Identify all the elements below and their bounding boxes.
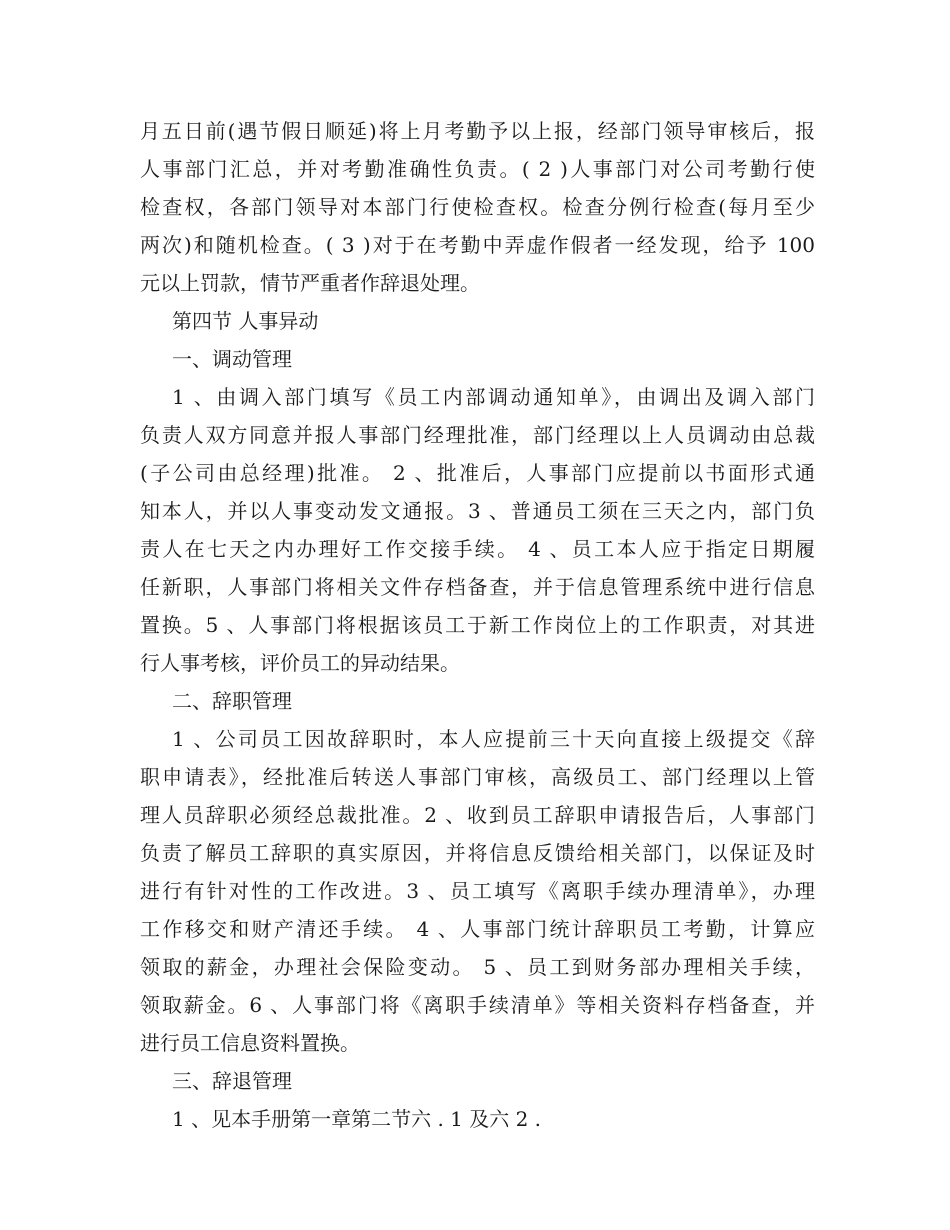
text-line: 领取的薪金，办理社会保险变动。 5 、员工到财务部办理相关手续，: [140, 955, 815, 979]
text-line: 两次)和随机检查。( 3 )对于在考勤中弄虚作假者一经发现，给予 100: [140, 233, 815, 257]
text-line: 元以上罚款，情节严重者作辞退处理。: [140, 271, 480, 295]
text-line: 领取薪金。6 、人事部门将《离职手续清单》等相关资料存档备查，并: [140, 993, 815, 1017]
section-heading: 第四节 人事异动: [172, 309, 319, 333]
text-line: 1 、由调入部门填写《员工内部调动通知单》，由调出及调入部门: [172, 385, 815, 409]
text-line: 负责人双方同意并报人事部门经理批准，部门经理以上人员调动由总裁: [140, 423, 815, 447]
text-line: 进行员工信息资料置换。: [140, 1031, 360, 1055]
text-line: 理人员辞职必须经总裁批准。2 、收到员工辞职申请报告后，人事部门: [140, 803, 815, 827]
text-line: 任新职，人事部门将相关文件存档备查，并于信息管理系统中进行信息: [140, 575, 815, 599]
text-line: 1 、公司员工因故辞职时，本人应提前三十天向直接上级提交《辞: [172, 727, 815, 751]
text-line: 月五日前(遇节假日顺延)将上月考勤予以上报，经部门领导审核后，报: [140, 119, 815, 143]
text-line: (子公司由总经理)批准。 2 、批准后，人事部门应提前以书面形式通: [140, 461, 815, 485]
text-line: 工作移交和财产清还手续。 4 、人事部门统计辞职员工考勤，计算应: [140, 917, 815, 941]
text-line: 检查权，各部门领导对本部门行使检查权。检查分例行检查(每月至少: [140, 195, 815, 219]
text-line: 置换。5 、人事部门将根据该员工于新工作岗位上的工作职责，对其进: [140, 613, 815, 637]
subsection-heading: 二、辞职管理: [172, 689, 292, 713]
subsection-heading: 三、辞退管理: [172, 1069, 292, 1093]
text-line: 行人事考核，评价员工的异动结果。: [140, 651, 460, 675]
document-page: [140, 112, 815, 1138]
text-line: 知本人，并以人事变动发文通报。3 、普通员工须在三天之内，部门负: [140, 499, 815, 523]
text-line: 进行有针对性的工作改进。3 、员工填写《离职手续办理清单》，办理: [140, 879, 815, 903]
subsection-heading: 一、调动管理: [172, 347, 292, 371]
text-line: 负责了解员工辞职的真实原因，并将信息反馈给相关部门，以保证及时: [140, 841, 815, 865]
text-line: 1 、见本手册第一章第二节六 . 1 及六 2 .: [172, 1107, 542, 1131]
text-line: 人事部门汇总，并对考勤准确性负责。( 2 )人事部门对公司考勤行使: [140, 157, 815, 181]
text-line: 责人在七天之内办理好工作交接手续。 4 、员工本人应于指定日期履: [140, 537, 815, 561]
text-line: 职申请表》，经批准后转送人事部门审核，高级员工、部门经理以上管: [140, 765, 815, 789]
